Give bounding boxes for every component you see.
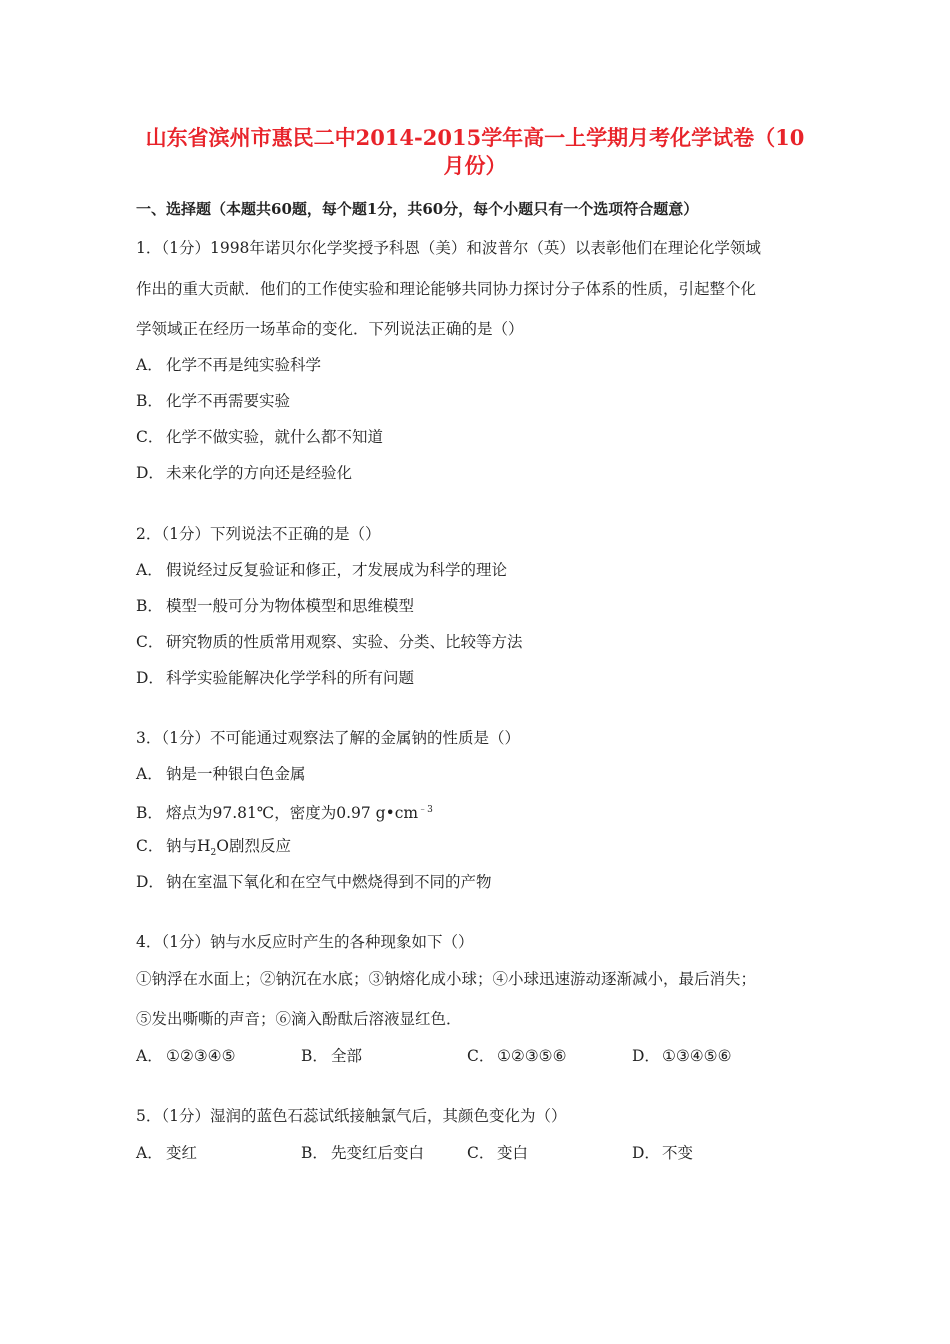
q5-option-c: [467, 1142, 528, 1164]
q4-option-b: [301, 1045, 362, 1067]
q2-option-b: [136, 595, 414, 617]
option-text: 未来化学的方向还是经验化: [166, 464, 353, 482]
q1-stem-line-1: 1．（1分）1998年诺贝尔化学奖授予科恩（美）和波普尔（英）以表彰他们在理论化学领域: [136, 239, 761, 257]
q2-option-c: [136, 631, 523, 653]
title-line-1: 山东省滨州市惠民二中2014-2015学年高一上学期月考化学试卷（10: [145, 125, 805, 150]
q1-option-d: [136, 462, 352, 484]
option-label: C．: [136, 837, 164, 855]
q3-option-b: [136, 799, 433, 824]
option-text: 假说经过反复验证和修正，才发展成为科学的理论: [166, 561, 508, 579]
title-line-2: 月份）: [443, 153, 507, 178]
exam-title: [120, 124, 830, 180]
option-text: 熔点为97.81℃，密度为0.97 g•cm: [166, 804, 419, 823]
option-label: A．: [136, 765, 163, 783]
option-text: 化学不做实验，就什么都不知道: [166, 428, 384, 446]
subscript: 2: [210, 848, 217, 859]
q1-option-c: [136, 426, 383, 448]
option-text: 钠在室温下氧化和在空气中燃烧得到不同的产物: [166, 873, 492, 891]
option-text: 钠与H: [166, 837, 211, 855]
option-text: 先变红后变白: [331, 1144, 425, 1162]
option-label: A．: [136, 356, 163, 374]
option-label: C．: [467, 1047, 495, 1065]
q1-option-a: [136, 354, 321, 376]
option-label: D．: [136, 669, 164, 687]
option-label: B．: [136, 597, 163, 615]
option-label: D．: [136, 464, 164, 482]
option-label: B．: [301, 1144, 328, 1162]
option-text: 模型一般可分为物体模型和思维模型: [166, 597, 415, 615]
q5-option-d: [632, 1142, 693, 1164]
option-label: A．: [136, 1047, 163, 1065]
q2-stem-line-1: 2．（1分）下列说法不正确的是（）: [136, 525, 381, 543]
q1-option-b: [136, 390, 290, 412]
q5-option-b: [301, 1142, 424, 1164]
option-label: B．: [136, 392, 163, 410]
option-label: D．: [136, 873, 164, 891]
q2-option-d: [136, 667, 414, 689]
option-label: B．: [136, 804, 163, 823]
q1-stem-line-2: 作出的重大贡献．他们的工作使实验和理论能够共同协力探讨分子体系的性质，引起整个化: [136, 280, 757, 298]
option-label: C．: [136, 633, 164, 651]
option-text: ①②③④⑤: [166, 1047, 236, 1065]
q1-stem-line-3: 学领域正在经历一场革命的变化．下列说法正确的是（）: [136, 320, 524, 338]
q4-stem-line-1: 4．（1分）钠与水反应时产生的各种现象如下（）: [136, 933, 474, 951]
superscript: ﹣3: [418, 805, 433, 815]
option-text: 化学不再需要实验: [166, 392, 291, 410]
q3-option-c: [136, 835, 291, 864]
q4-stem-line-2: ①钠浮在水面上；②钠沉在水底；③钠熔化成小球；④小球迅速游动逐渐减小，最后消失；: [136, 970, 757, 988]
option-label: B．: [301, 1047, 328, 1065]
option-text: 变白: [497, 1144, 529, 1162]
option-text: ①②③⑤⑥: [497, 1047, 567, 1065]
q2-option-a: [136, 559, 507, 581]
option-label: A．: [136, 1144, 163, 1162]
option-label: D．: [632, 1047, 660, 1065]
option-text-cont: O剧烈反应: [216, 837, 291, 855]
option-label: C．: [136, 428, 164, 446]
option-label: A．: [136, 561, 163, 579]
option-text: 不变: [662, 1144, 694, 1162]
option-text: 科学实验能解决化学学科的所有问题: [166, 669, 415, 687]
q4-option-a: [136, 1045, 235, 1067]
q3-option-a: [136, 763, 306, 785]
option-text: 全部: [331, 1047, 363, 1065]
q3-stem-line-1: 3．（1分）不可能通过观察法了解的金属钠的性质是（）: [136, 729, 520, 747]
q4-stem-line-3: ⑤发出嘶嘶的声音；⑥滴入酚酞后溶液显红色．: [136, 1010, 462, 1028]
q3-option-d: [136, 871, 492, 893]
q5-option-a: [136, 1142, 197, 1164]
option-text: 化学不再是纯实验科学: [166, 356, 322, 374]
q5-stem-line-1: 5．（1分）湿润的蓝色石蕊试纸接触氯气后，其颜色变化为（）: [136, 1107, 567, 1125]
section-heading: 一、选择题（本题共60题，每个题1分，共60分，每个小题只有一个选项符合题意）: [136, 200, 699, 218]
q4-option-c: [467, 1045, 566, 1067]
option-text: ①③④⑤⑥: [662, 1047, 732, 1065]
option-label: D．: [632, 1144, 660, 1162]
q4-option-d: [632, 1045, 731, 1067]
option-text: 钠是一种银白色金属: [166, 765, 306, 783]
option-label: C．: [467, 1144, 495, 1162]
option-text: 变红: [166, 1144, 198, 1162]
option-text: 研究物质的性质常用观察、实验、分类、比较等方法: [166, 633, 523, 651]
